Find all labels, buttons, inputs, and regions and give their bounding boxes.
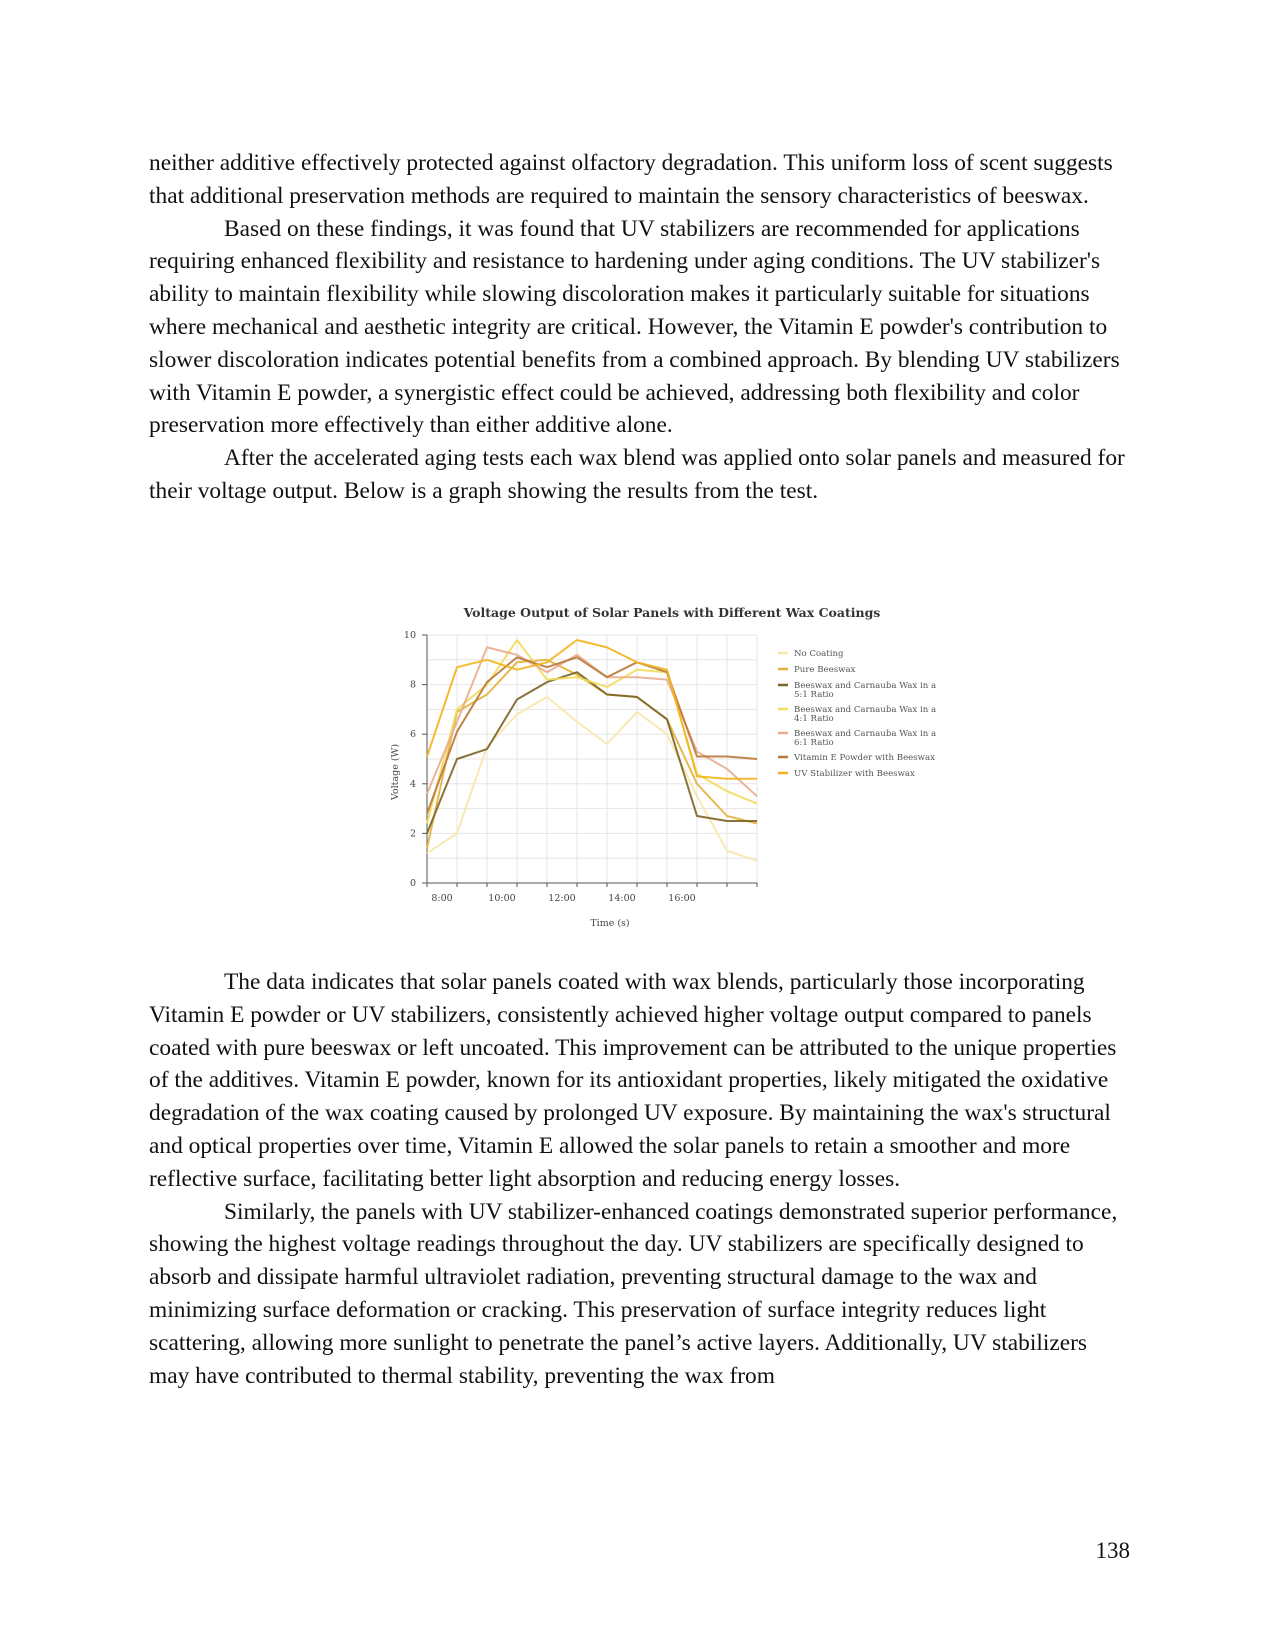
paragraph: The data indicates that solar panels coated with wax blends, particularly those incorporating Vitamin E powder or UV stabilizers, consistently achieved higher voltage output compared to panels coated with pure beeswax or left uncoated. This improvement can be attributed to the unique properties of the additives. Vitamin E powder, known for its antioxidant properties, likely mitigated the oxidative degradation of the wax coating caused by prolonged UV exposure. By maintaining the wax's structural and optical properties over time, Vitamin E allowed the solar panels to retain a smoother and more reflective surface, facilitating better light absorption and reducing energy losses. [149, 969, 1117, 1192]
y-tick-label: 2 [409, 828, 416, 840]
legend-label: Beeswax and Carnauba Wax in a [794, 681, 937, 691]
series-line [427, 660, 757, 849]
x-axis-title: Time (s) [590, 918, 630, 929]
y-tick-label: 6 [409, 729, 416, 741]
legend-label: UV Stabilizer with Beeswax [794, 769, 915, 779]
legend-label: 6:1 Ratio [794, 738, 834, 748]
paragraph: Similarly, the panels with UV stabilizer-enhanced coatings demonstrated superior performance, showing the highest voltage readings throughout the day. UV stabilizers are specifically designed to absorb and dissipate harmful ultraviolet radiation, preventing structural damage to the wax and minimizing surface deformation or cracking. This preservation of surface integrity reduces light scattering, allowing more sunlight to penetrate the panel’s active layers. Additionally, UV stabilizers may have contributed to thermal stability, preventing the wax from [149, 1198, 1118, 1389]
x-tick-label: 10:00 [488, 893, 516, 904]
legend-label: Pure Beeswax [794, 665, 856, 675]
paragraph: After the accelerated aging tests each wax blend was applied onto solar panels and measured for their voltage output. Below is a graph showing the results from the test. [149, 445, 1125, 504]
x-tick-label: 12:00 [548, 893, 576, 904]
chart-figure [382, 600, 982, 945]
x-tick-label: 8:00 [431, 893, 453, 904]
text-block-bottom [149, 966, 1129, 1392]
series-line [427, 647, 757, 796]
series-line [427, 657, 757, 813]
y-tick-label: 10 [403, 630, 416, 641]
legend-label: 4:1 Ratio [794, 714, 834, 724]
text-block-top [149, 147, 1129, 508]
voltage-line-chart [382, 600, 982, 945]
y-tick-label: 0 [409, 878, 416, 889]
page-number: 138 [1095, 1538, 1130, 1563]
paragraph: Based on these findings, it was found that UV stabilizers are recommended for applications requiring enhanced flexibility and resistance to hardening under aging conditions. The UV stabilizer's ability to maintain flexibility while slowing discoloration makes it particularly suitable for situations where mechanical and aesthetic integrity are critical. However, the Vitamin E powder's contribution to slower discoloration indicates potential benefits from a combined approach. By blending UV stabilizers with Vitamin E powder, a synergistic effect could be achieved, addressing both flexibility and color preservation more effectively than either additive alone. [149, 215, 1120, 439]
legend-label: Beeswax and Carnauba Wax in a [794, 729, 937, 739]
paragraph: neither additive effectively protected against olfactory degradation. This uniform loss of scent suggests that additional preservation methods are required to maintain the sensory characteristics of beeswax. [149, 150, 1113, 209]
x-tick-label: 14:00 [608, 893, 636, 904]
legend-label: 5:1 Ratio [794, 690, 834, 700]
chart-title: Voltage Output of Solar Panels with Different Wax Coatings [463, 605, 881, 620]
x-tick-label: 16:00 [668, 893, 696, 904]
legend-label: No Coating [794, 649, 844, 659]
y-tick-label: 4 [409, 778, 416, 790]
series-line [427, 672, 757, 833]
legend-label: Beeswax and Carnauba Wax in a [794, 705, 937, 715]
y-tick-label: 8 [409, 679, 416, 691]
legend-label: Vitamin E Powder with Beeswax [794, 753, 935, 763]
y-axis-title: Voltage (W) [390, 743, 401, 801]
